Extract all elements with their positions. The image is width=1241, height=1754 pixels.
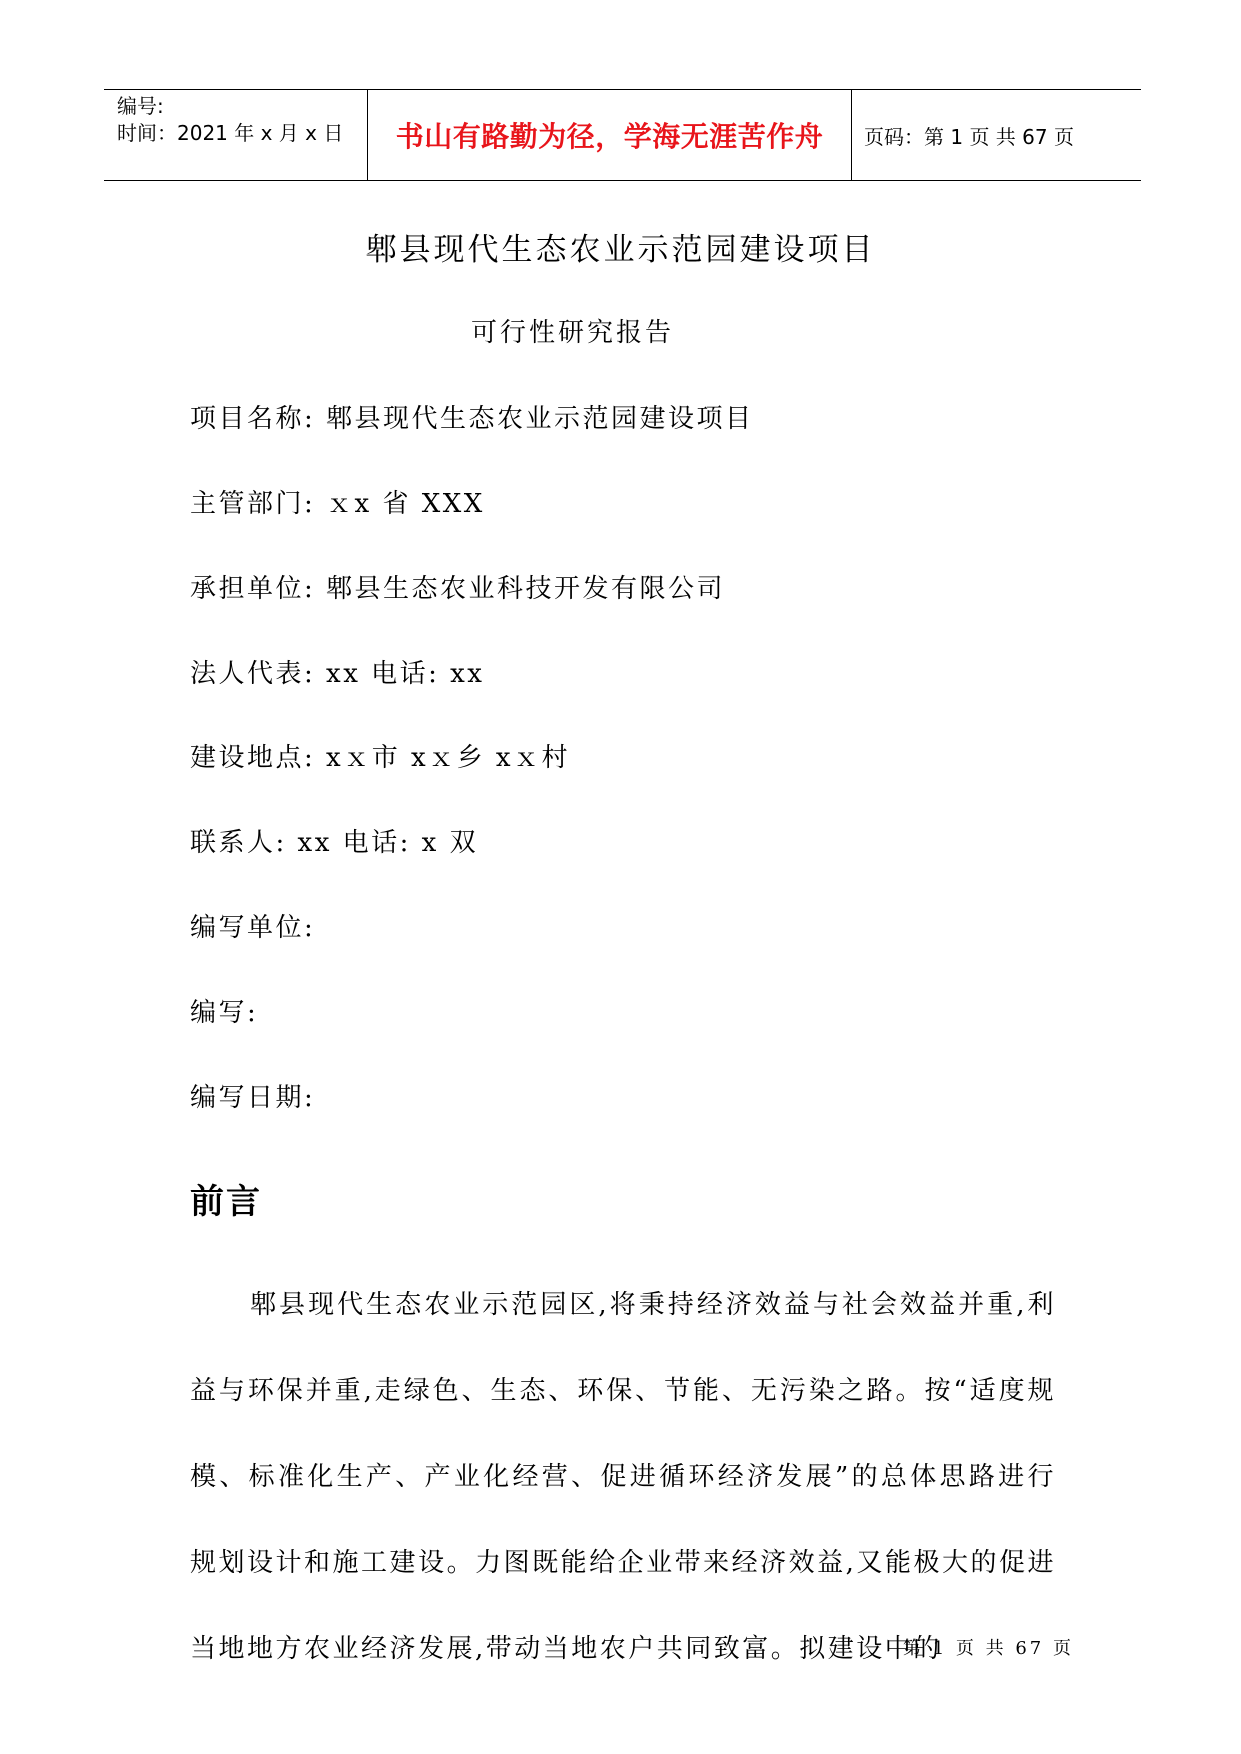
field-project-name: 项目名称: 郫县现代生态农业示范园建设项目 xyxy=(190,404,754,434)
field-undertaker: 承担单位: 郫县生态农业科技开发有限公司 xyxy=(190,574,726,604)
document-subtitle: 可行性研究报告 xyxy=(471,318,675,348)
page-header xyxy=(104,89,1141,181)
preface-paragraph: 郫县现代生态农业示范园区,将秉持经济效益与社会效益并重,利益与环保并重,走绿色、生态、环保、节能、无污染之路。按“适度规模、标准化生产、产业化经营、促进循环经济发展”的总体思路进行规划设计和施工建设。力图既能给企业带来经济效益,又能极大的促进当地地方农业经济发展,带动当地农户共同致富。拟建设中的 xyxy=(190,1290,1056,1664)
preface-heading: 前言 xyxy=(190,1182,262,1222)
header-meta xyxy=(104,90,368,180)
field-department: 主管部门: ｘx 省 XXX xyxy=(190,489,485,519)
field-writing-date: 编写日期: xyxy=(190,1083,316,1113)
field-writing-unit: 编写单位: xyxy=(190,913,316,943)
page-footer: 第 1 页 共 67 页 xyxy=(903,1638,1074,1659)
header-motto: 书山有路勤为径，学海无涯苦作舟 xyxy=(395,120,824,153)
document-title: 郫县现代生态农业示范园建设项目 xyxy=(365,232,876,268)
header-page-code xyxy=(852,90,1141,180)
field-location: 建设地点: xｘ市 xｘ乡 xｘ村 xyxy=(190,743,571,773)
field-legal-representative: 法人代表: xx 电话: xx xyxy=(190,659,485,689)
header-motto-cell xyxy=(368,90,852,180)
document-number-label: 编号: xyxy=(117,94,164,118)
page-code-label: 页码：第 1 页 共 67 页 xyxy=(864,124,1074,149)
field-contact: 联系人: xx 电话: x 双 xyxy=(190,828,479,858)
field-writer: 编写: xyxy=(190,998,259,1028)
document-time-label: 时间：2021 年 x 月 x 日 xyxy=(117,121,344,145)
